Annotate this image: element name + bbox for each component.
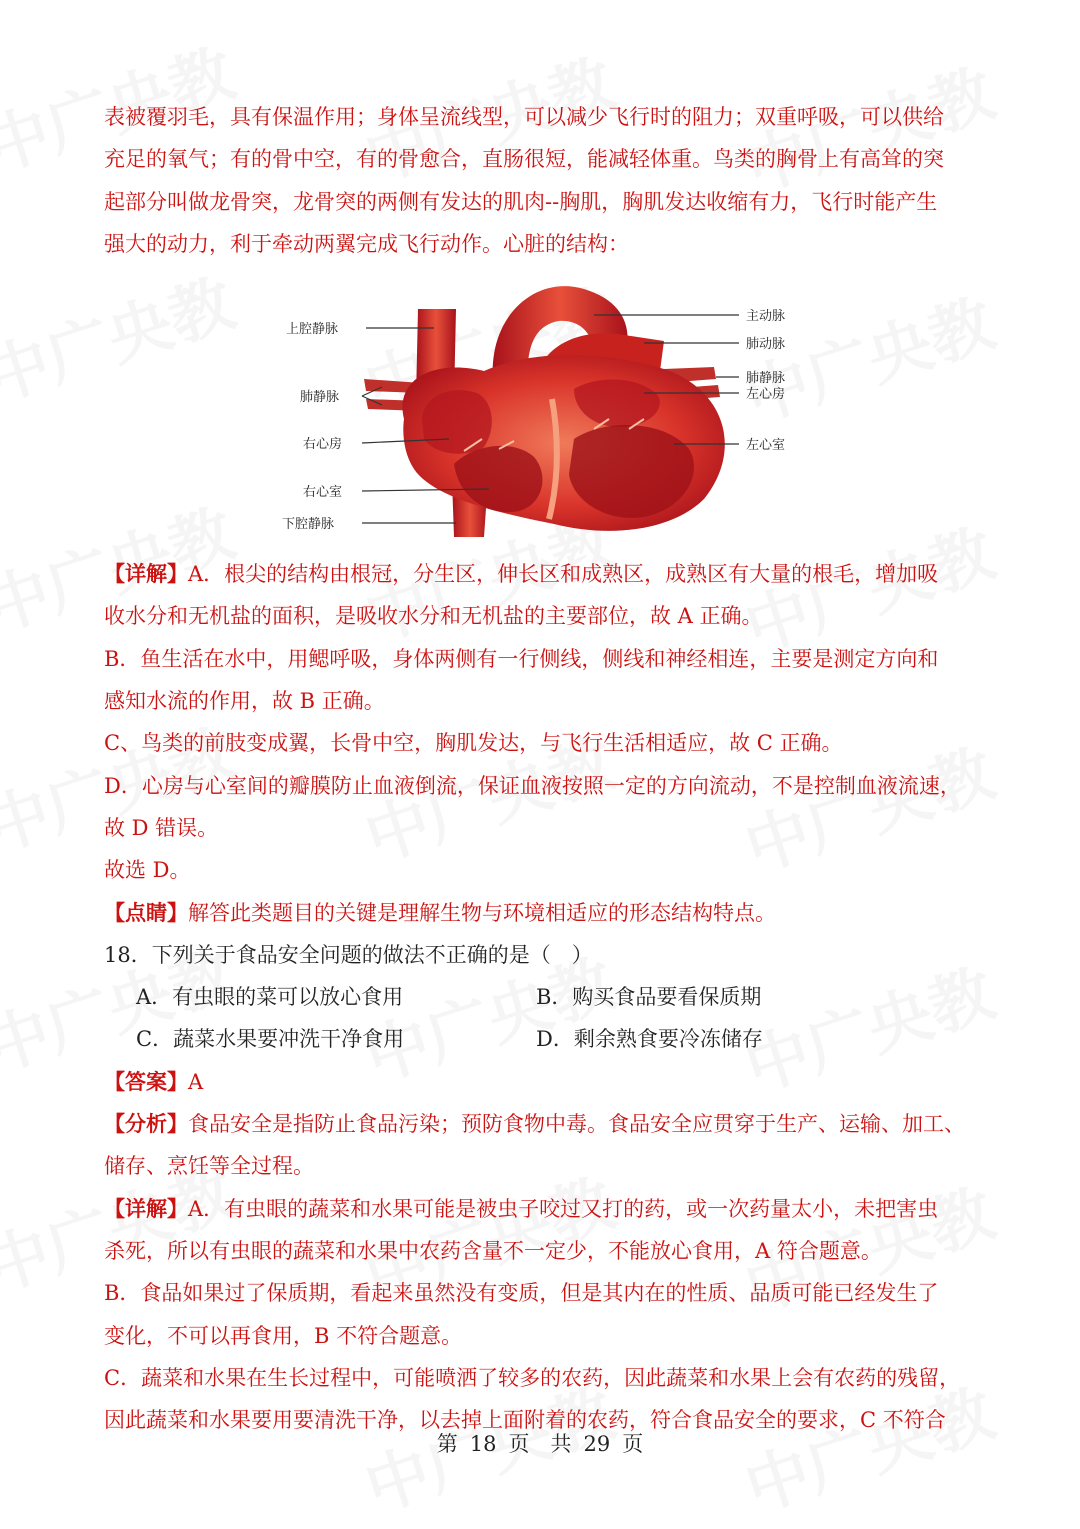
question-options (104, 976, 984, 1061)
right-atrium-cavity (422, 390, 492, 454)
detail-tag: 【详解】 (104, 1195, 188, 1221)
text-span: A．根尖的结构由根冠，分生区，伸长区和成熟区，成熟区有大量的根毛，增加吸 (188, 562, 939, 587)
label-aorta: 主动脉 (746, 309, 786, 325)
detail-tag: 【详解】 (104, 561, 188, 587)
text-line: C、鸟类的前肢变成翼，长骨中空，胸肌发达，与飞行生活相适应，故 C 正确。 (104, 731, 843, 756)
answer-tag: 【答案】 (104, 1068, 188, 1094)
text-span: 食品安全是指防止食品污染；预防食物中毒。食品安全应贯穿于生产、运输、加工、 (188, 1112, 965, 1137)
label-right-atrium: 右心房 (303, 437, 343, 453)
option-b: B．购买食品要看保质期 (536, 985, 762, 1010)
text-line: 起部分叫做龙骨突，龙骨突的两侧有发达的肌肉--胸肌，胸肌发达收缩有力，飞行时能产生 (104, 189, 938, 214)
text-span: 解答此类题目的关键是理解生物与环境相适应的形态结构特点。 (188, 900, 776, 925)
text-line (104, 553, 984, 595)
comment-line (104, 892, 984, 934)
text-line: 充足的氧气；有的骨中空，有的骨愈合，直肠很短，能减轻体重。鸟类的胸骨上有高耸的突 (104, 147, 944, 172)
label-left-atrium: 左心房 (746, 387, 786, 403)
label-superior-vena-cava: 上腔静脉 (286, 322, 339, 338)
answer-value: A (188, 1069, 204, 1094)
text-line: 表被覆羽毛，具有保温作用；身体呈流线型，可以减少飞行时的阻力；双重呼吸，可以供给 (104, 105, 944, 129)
page-content (104, 96, 984, 1441)
detail-section-1 (104, 553, 984, 934)
text-line: 收水分和无机盐的面积，是吸收水分和无机盐的主要部位，故 A 正确。 (104, 604, 763, 629)
label-inferior-vena-cava: 下腔静脉 (282, 517, 335, 533)
page-number: 18 (469, 1432, 497, 1456)
total-pages: 29 (583, 1432, 611, 1456)
heart-illustration (104, 279, 984, 541)
heart-diagram (104, 279, 984, 541)
intro-paragraph (104, 96, 984, 265)
answer-line (104, 1061, 984, 1103)
option-a: A．有虫眼的菜可以放心食用 (136, 985, 404, 1010)
text-line: 变化，不可以再食用，B 不符合题意。 (104, 1323, 463, 1348)
comment-tag: 【点睛】 (104, 899, 188, 925)
text-line: 储存、烹饪等全过程。 (104, 1154, 314, 1179)
label-right-ventricle: 右心室 (303, 485, 343, 501)
page-footer (0, 1428, 1080, 1458)
text-line: 强大的动力，利于牵动两翼完成飞行动作。心脏的结构： (104, 231, 629, 256)
label-left-ventricle: 左心室 (746, 438, 786, 454)
text-line: 因此蔬菜和水果要用要清洗干净，以去掉上面附着的农药，符合食品安全的要求，C 不符合 (104, 1408, 946, 1433)
text-line: 感知水流的作用，故 B 正确。 (104, 689, 385, 714)
text-line (104, 1188, 984, 1230)
text-line: 故 D 错误。 (104, 815, 219, 840)
option-d: D．剩余熟食要冷冻储存 (536, 1027, 763, 1052)
answer-section (104, 1061, 984, 1442)
text-span: A．有虫眼的蔬菜和水果可能是被虫子咬过又打的药，或一次药量太小，未把害虫 (188, 1196, 939, 1221)
text-line: B．食品如果过了保质期，看起来虽然没有变质，但是其内在的性质、品质可能已经发生了 (104, 1281, 939, 1306)
text-line: C．蔬菜和水果在生长过程中，可能喷洒了较多的农药，因此蔬菜和水果上会有农药的残留， (104, 1365, 961, 1390)
text-line (104, 1103, 984, 1145)
footer-mid: 页 共 (508, 1432, 572, 1456)
text-line: D．心房与心室间的瓣膜防止血液倒流，保证血液按照一定的方向流动，不是控制血液流速， (104, 773, 961, 798)
question-18 (104, 934, 984, 1061)
text-line: 杀死，所以有虫眼的蔬菜和水果中农药含量不一定少，不能放心食用，A 符合题意。 (104, 1238, 882, 1263)
footer-suffix: 页 (622, 1432, 644, 1456)
option-c: C．蔬菜水果要冲洗干净食用 (136, 1027, 405, 1052)
question-stem: 18．下列关于食品安全问题的做法不正确的是（ ） (104, 942, 593, 967)
text-line: B．鱼生活在水中，用鳃呼吸，身体两侧有一行侧线，侧线和神经相连，主要是测定方向和 (104, 646, 939, 671)
text-line: 故选 D。 (104, 858, 191, 883)
footer-prefix: 第 (436, 1432, 458, 1456)
label-pulmonary-artery: 肺动脉 (746, 337, 786, 353)
label-pulmonary-vein-right: 肺静脉 (746, 371, 786, 387)
analysis-tag: 【分析】 (104, 1111, 188, 1137)
label-pulmonary-vein-left: 肺静脉 (300, 390, 340, 406)
